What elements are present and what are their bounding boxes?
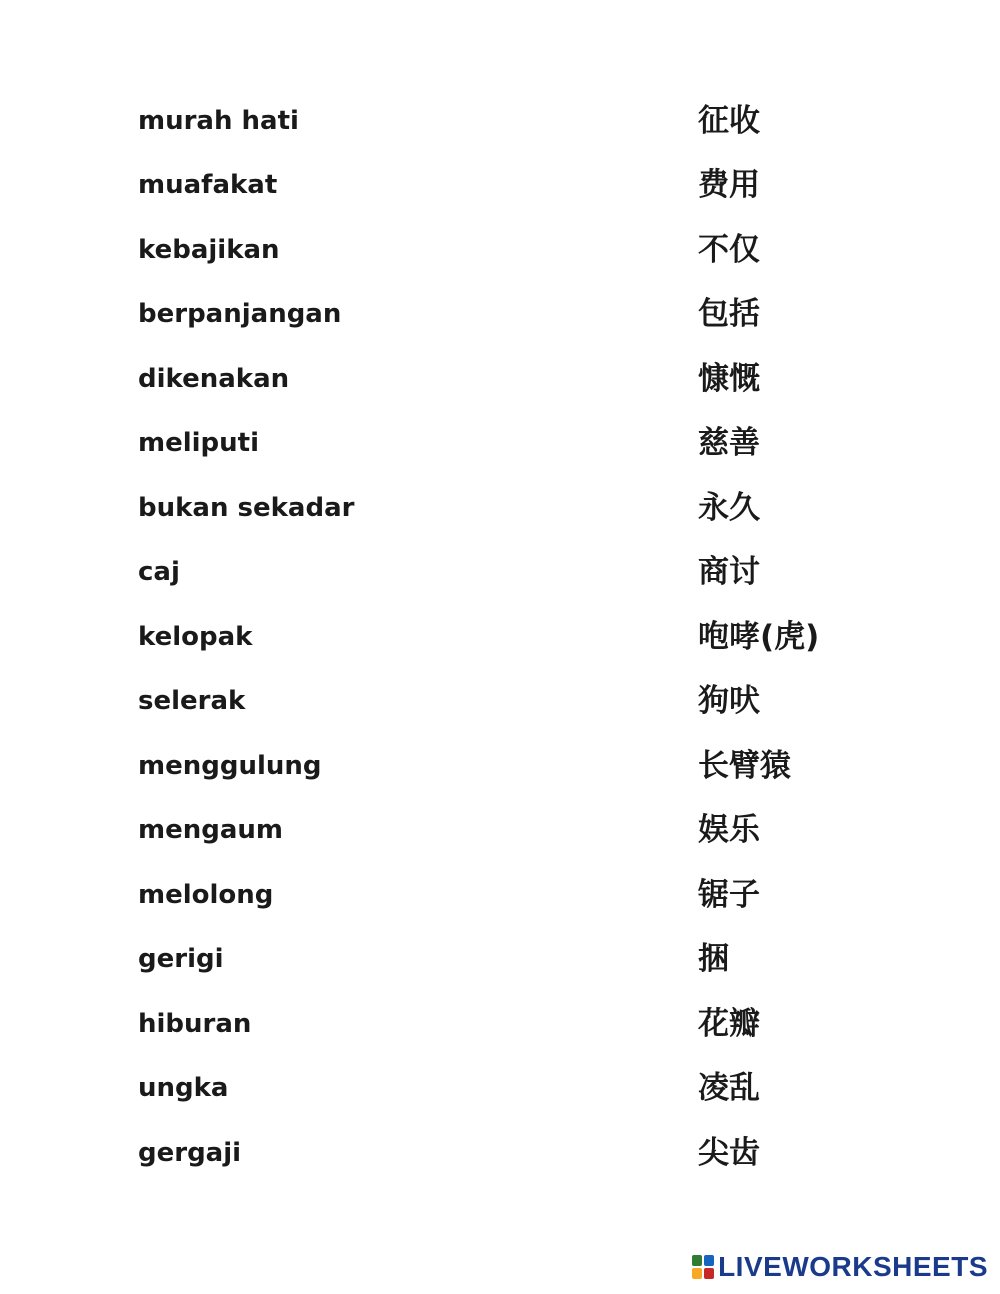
vocab-row: [0, 1056, 1000, 1120]
vocab-row: [0, 734, 1000, 798]
vocab-row: [0, 863, 1000, 927]
vocab-row: [0, 798, 1000, 862]
malay-term: dikenakan: [138, 364, 290, 394]
vocab-row: [0, 605, 1000, 669]
chinese-term: 锯子: [698, 877, 760, 913]
chinese-term: 娱乐: [698, 812, 760, 848]
liveworksheets-brand[interactable]: [692, 1252, 988, 1282]
chinese-term: 慈善: [698, 425, 760, 461]
malay-term: gergaji: [138, 1138, 242, 1168]
vocab-row: [0, 927, 1000, 991]
chinese-term: 商讨: [698, 554, 760, 590]
chinese-term: 凌乱: [698, 1070, 760, 1106]
brand-wordmark: LIVEWORKSHEETS: [718, 1251, 988, 1282]
malay-term: selerak: [138, 686, 246, 716]
chinese-term: 慷慨: [698, 361, 760, 397]
malay-term: menggulung: [138, 751, 322, 781]
malay-term: hiburan: [138, 1009, 252, 1039]
chinese-term: 不仅: [698, 232, 760, 268]
malay-term: berpanjangan: [138, 299, 342, 329]
vocab-row: [0, 89, 1000, 153]
chinese-term: 包括: [698, 296, 760, 332]
vocab-row: [0, 347, 1000, 411]
vocab-row: [0, 476, 1000, 540]
malay-term: melolong: [138, 880, 274, 910]
malay-term: kebajikan: [138, 235, 280, 265]
malay-term: meliputi: [138, 428, 260, 458]
vocab-row: [0, 992, 1000, 1056]
vocab-row: [0, 153, 1000, 217]
malay-term: bukan sekadar: [138, 493, 355, 523]
vocab-row: [0, 282, 1000, 346]
chinese-term: 尖齿: [698, 1135, 760, 1171]
chinese-term: 狗吠: [698, 683, 760, 719]
vocab-row: [0, 540, 1000, 604]
malay-term: gerigi: [138, 944, 224, 974]
chinese-term: 长臂猿: [698, 748, 791, 784]
malay-term: murah hati: [138, 106, 299, 136]
malay-term: muafakat: [138, 170, 278, 200]
chinese-term: 永久: [698, 490, 760, 526]
chinese-term: 捆: [698, 941, 729, 977]
vocab-row: [0, 669, 1000, 733]
malay-term: kelopak: [138, 622, 253, 652]
vocab-row: [0, 218, 1000, 282]
vocab-row: [0, 411, 1000, 475]
chinese-term: 征收: [698, 103, 760, 139]
malay-term: ungka: [138, 1073, 229, 1103]
malay-term: caj: [138, 557, 180, 587]
chinese-term: 费用: [698, 167, 760, 203]
liveworksheets-logo-icon: [692, 1255, 714, 1279]
chinese-term: 咆哮(虎): [698, 619, 820, 655]
malay-term: mengaum: [138, 815, 283, 845]
vocab-row: [0, 1121, 1000, 1185]
chinese-term: 花瓣: [698, 1006, 760, 1042]
